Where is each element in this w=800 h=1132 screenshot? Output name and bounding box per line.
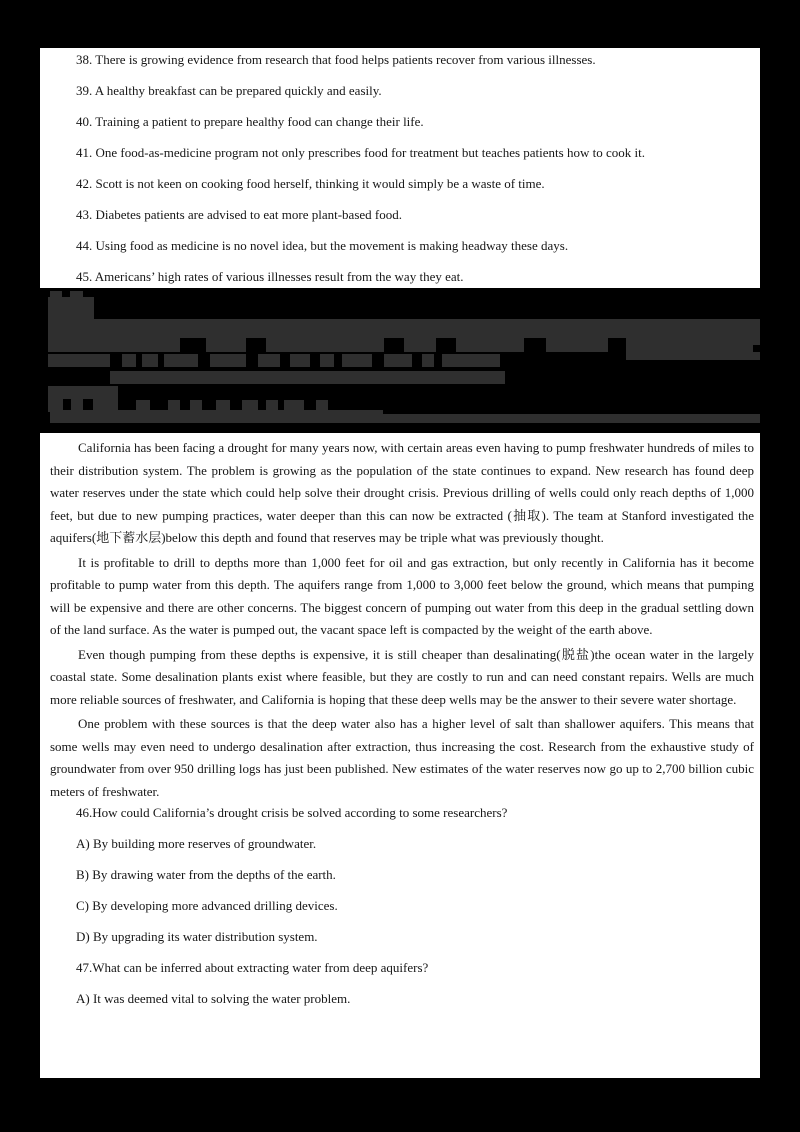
question-line-47: 47.What can be inferred about extracting water from deep aquifers?: [76, 960, 429, 975]
redaction-bar: [206, 338, 246, 352]
redaction-bar: [422, 354, 434, 367]
redaction-bar: [48, 319, 760, 338]
statement-item-45: 45. Americans’ high rates of various illnesses result from the way they eat.: [76, 269, 464, 284]
question-46-option-b: B) By drawing water from the depths of the earth.: [76, 867, 336, 882]
statement-item-39: 39. A healthy breakfast can be prepared quickly and easily.: [76, 83, 382, 98]
redaction-bar: [404, 338, 436, 352]
redaction-bar: [258, 354, 280, 367]
statement-item-42: 42. Scott is not keen on cooking food herself, thinking it would simply be a waste of time.: [76, 176, 545, 191]
redacted-section: [40, 288, 760, 433]
statement-item-40: 40. Training a patient to prepare healthy food can change their life.: [76, 114, 424, 129]
redaction-bar: [210, 354, 246, 367]
statement-item-38: 38. There is growing evidence from research that food helps patients recover from various illnesses.: [76, 52, 596, 67]
question-line-46: 46.How could California’s drought crisis be solved according to some researchers?: [76, 805, 508, 820]
redaction-bar: [384, 354, 412, 367]
question-46-option-c: C) By developing more advanced drilling devices.: [76, 898, 338, 913]
statement-item-44: 44. Using food as medicine is no novel idea, but the movement is making headway these days.: [76, 238, 569, 253]
redaction-bar: [48, 297, 94, 319]
redaction-bar: [50, 410, 383, 423]
redaction-bar: [110, 371, 505, 384]
passage-paragraph-4: One problem with these sources is that the deep water also has a higher level of salt than shallower aquifers. This means that some wells may even need to undergo desalination after extraction, thus increasing the cost. Research from the exhaustive study of groundwater from over 950 drilling logs has just been published. New estimates of the water reserves now go up to 2,700 billion cubic meters of freshwater.: [50, 716, 754, 799]
passage-paragraph-2: It is profitable to drill to depths more than 1,000 feet for oil and gas extraction, but only recently in California has it become profitable to pump water from this depth. The aquifers range from 1,000 to 3,000 feet below the ground, which means that pumping will be expensive and there are other concerns. The biggest concern of pumping out water from this deep in the gradual settling down of the land surface. As the water is pumped out, the vacant space left is compacted by the weight of the earth above.: [50, 554, 754, 637]
redaction-bar: [383, 414, 760, 423]
redaction-bar: [48, 386, 118, 399]
redaction-bar: [122, 354, 136, 367]
passage-paragraph-3: Even though pumping from these depths is expensive, it is still cheaper than desalinating(脱盐)the ocean water in the largely coastal state. Some desalination plants exist where feasible, but they are costly to run and can need constant repairs. Wells are much more reliable sources of freshwater, and California is hoping that these deep wells may be the answer to their severe water shortage.: [50, 646, 754, 707]
questions-list: [50, 805, 754, 1006]
question-46-option-d: D) By upgrading its water distribution system.: [76, 929, 318, 944]
redaction-bar: [290, 354, 310, 367]
redaction-bar: [546, 338, 608, 352]
statements-list: [50, 52, 754, 284]
statement-item-41: 41. One food-as-medicine program not only prescribes food for treatment but teaches patients how to cook it.: [76, 145, 645, 160]
redaction-bar: [342, 354, 372, 367]
statement-item-43: 43. Diabetes patients are advised to eat more plant-based food.: [76, 207, 402, 222]
redaction-bar: [164, 354, 198, 367]
redaction-bar: [442, 354, 500, 367]
redaction-bar: [320, 354, 334, 367]
question-47-option-a: A) It was deemed vital to solving the water problem.: [76, 991, 351, 1006]
redaction-bar: [48, 338, 180, 352]
passage-paragraph-1: California has been facing a drought for many years now, with certain areas even having to pump freshwater hundreds of miles to their distribution system. The problem is growing as the population of the state continues to expand. New research has found deep water reserves under the state which could help solve their drought crisis. Previous drilling of wells could only reach depths of 1,000 feet, but due to new pumping practices, water deeper than this can now be extracted (抽取). The team at Stanford investigated the aquifers(地下蓄水层)below this depth and found that reserves may be triple what was previously thought.: [50, 440, 754, 545]
redaction-bar: [753, 345, 760, 352]
exam-page: [40, 48, 760, 1078]
redaction-bar: [456, 338, 524, 352]
redaction-bar: [626, 352, 760, 360]
redaction-bar: [142, 354, 158, 367]
question-46-option-a: A) By building more reserves of groundwater.: [76, 836, 317, 851]
redaction-bar: [626, 338, 760, 352]
reading-passage: [50, 437, 754, 803]
redaction-bar: [266, 338, 384, 352]
redaction-bar: [48, 354, 110, 367]
